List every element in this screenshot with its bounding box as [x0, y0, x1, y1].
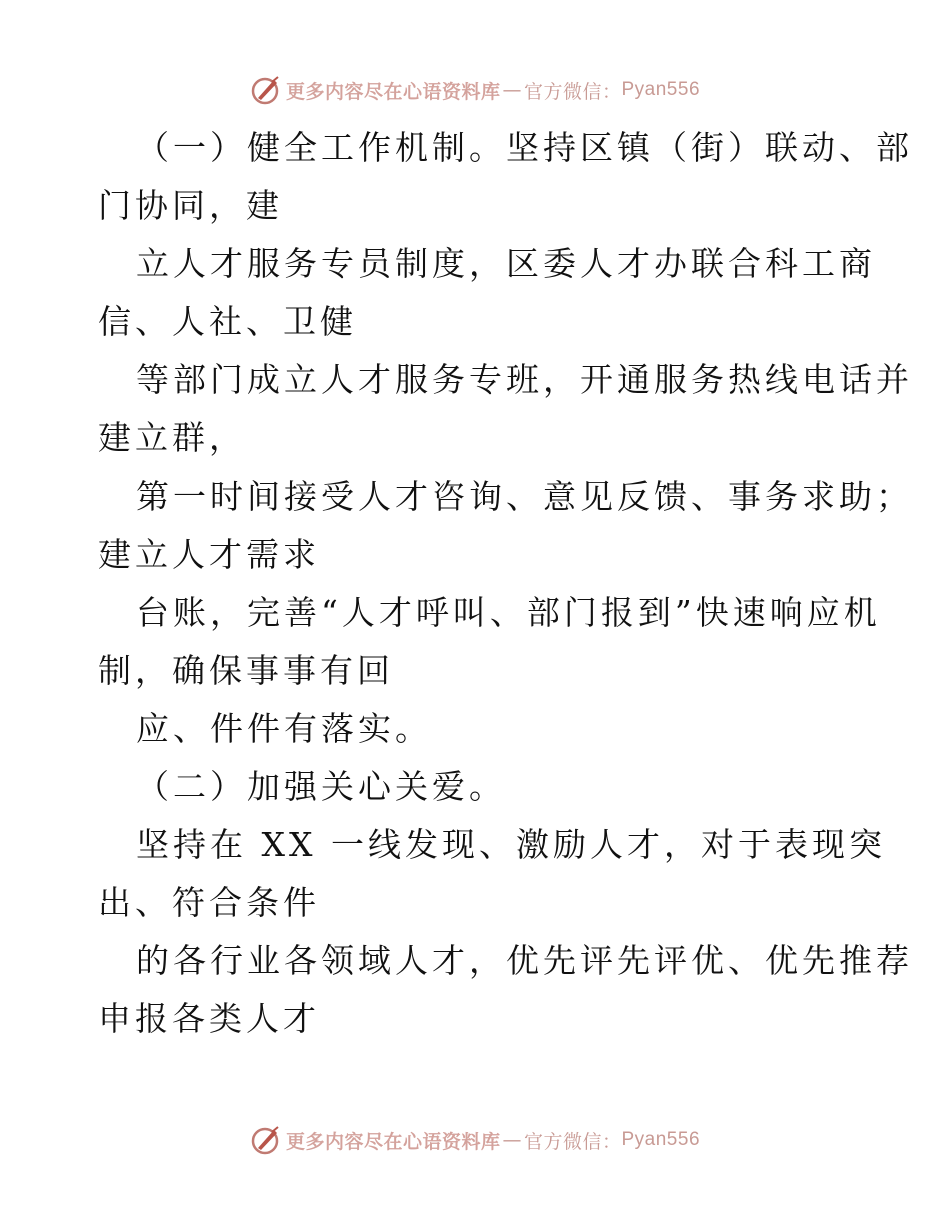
text-line: 立人才服务专员制度，区委人才办联合科工商 — [136, 244, 876, 283]
quill-logo-icon — [250, 1124, 282, 1156]
watermark-brand: 更多内容尽在心语资料库 — [285, 80, 501, 103]
watermark-id: Pyan556 — [621, 1129, 701, 1150]
watermark-separator: — — [502, 1129, 522, 1151]
text-line: 第一时间接受人才咨询、意见反馈、事务求助； — [136, 477, 913, 516]
watermark-brand: 更多内容尽在心语资料库 — [285, 1130, 501, 1153]
text-line: 信、人社、卫健 — [98, 302, 357, 341]
text-line: 台账，完善“人才呼叫、部门报到”快速响应机 — [136, 593, 881, 632]
text-line: 建立人才需求 — [98, 535, 320, 574]
text-line: 制，确保事事有回 — [98, 651, 394, 690]
watermark-official: 官方微信： — [523, 1130, 622, 1153]
watermark-separator: — — [502, 79, 522, 101]
watermark-id: Pyan556 — [621, 79, 701, 100]
text-line: 门协同，建 — [98, 186, 283, 225]
text-line: 出、符合条件 — [98, 883, 320, 922]
text-line: 等部门成立人才服务专班，开通服务热线电话并 — [136, 360, 913, 399]
section-heading: （二）加强关心关爱。 — [136, 767, 506, 806]
text-line: 的各行业各领域人才，优先评先评优、优先推荐 — [136, 941, 913, 980]
text-line: （一）健全工作机制。坚持区镇（街）联动、部 — [136, 128, 913, 167]
text-line: 应、件件有落实。 — [136, 709, 432, 748]
footer-watermark — [0, 1124, 950, 1156]
watermark-official: 官方微信： — [523, 80, 622, 103]
text-line: 申报各类人才 — [98, 999, 320, 1038]
text-line: 坚持在 XX 一线发现、激励人才，对于表现突 — [136, 825, 886, 864]
text-line: 建立群， — [98, 418, 246, 457]
